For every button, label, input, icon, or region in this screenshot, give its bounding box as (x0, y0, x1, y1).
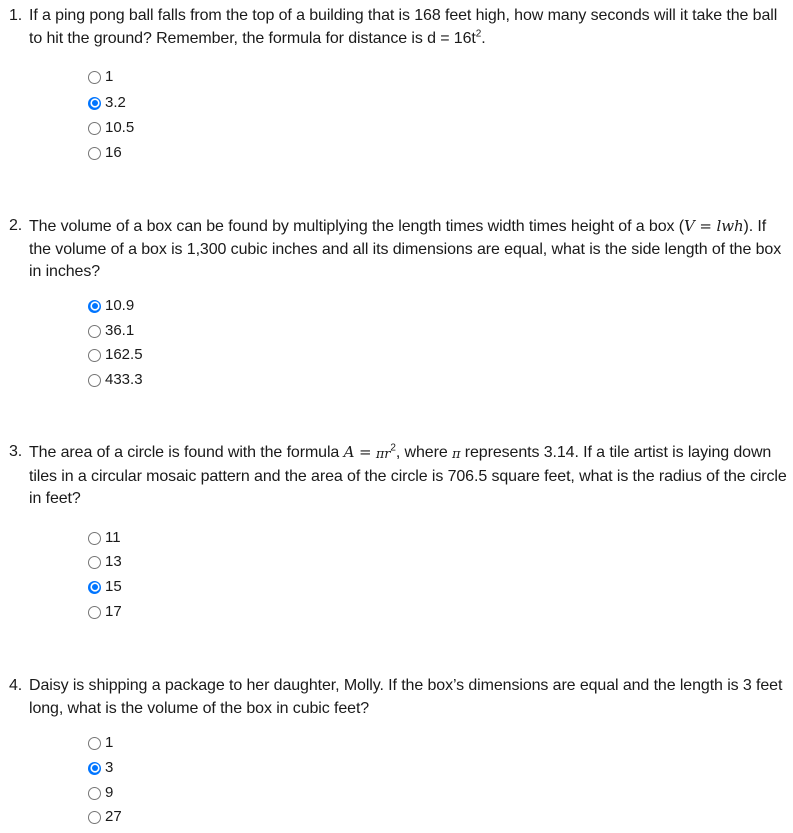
question-number: 4. (9, 677, 23, 694)
option-label: 13 (105, 553, 122, 570)
option-3-d[interactable] (88, 601, 122, 623)
question-2-text: 2. The volume of a box can be found by multiplying the length times width times height of a box (V = lwh). If the volume of a box is 1,300 cubic inches and all its dimensions are equal, what is the side length of the box in inches? (9, 217, 782, 280)
radio-button-selected[interactable] (88, 762, 101, 775)
volume-formula: V = lwh (683, 217, 744, 235)
option-label: 36.1 (105, 322, 135, 339)
option-1-b[interactable] (88, 92, 126, 114)
radio-button[interactable] (88, 325, 101, 338)
option-label: 1 (105, 734, 114, 751)
option-label: 9 (105, 784, 114, 801)
option-label: 11 (105, 529, 121, 546)
pi-symbol: π (451, 447, 461, 462)
radio-button-selected[interactable] (88, 300, 101, 313)
question-3-text: 3. The area of a circle is found with the formula $A = \pi r^2$, where π represents 3.14. If a tile artist is laying down tiles in a circular mosaic pattern and the area of the circle is 706.5 square feet, what is the radius of the circle in feet? (9, 442, 787, 507)
radio-button[interactable] (88, 374, 101, 387)
option-label: 433.3 (105, 371, 143, 388)
radio-button[interactable] (88, 532, 101, 545)
option-4-c[interactable] (88, 782, 113, 804)
option-1-a[interactable] (88, 66, 113, 88)
radio-button-selected[interactable] (88, 581, 101, 594)
question-number: 3. (9, 443, 23, 460)
option-4-d[interactable] (88, 806, 122, 828)
area-formula-lhs: A = (343, 443, 372, 461)
option-2-a[interactable] (88, 295, 134, 317)
option-3-b[interactable] (88, 551, 122, 573)
area-formula-rhs: πr (375, 447, 391, 462)
option-1-c[interactable] (88, 117, 134, 139)
radio-button-selected[interactable] (88, 97, 101, 110)
radio-button[interactable] (88, 787, 101, 800)
option-1-d[interactable] (88, 142, 122, 164)
radio-button[interactable] (88, 122, 101, 135)
option-label: 10.5 (105, 119, 135, 136)
option-4-b[interactable] (88, 757, 113, 779)
radio-button[interactable] (88, 556, 101, 569)
option-label: 162.5 (105, 346, 143, 363)
question-number: 2. (9, 217, 23, 234)
radio-button[interactable] (88, 737, 101, 750)
option-3-c[interactable] (88, 576, 122, 598)
option-label: 27 (105, 808, 122, 825)
option-4-a[interactable] (88, 732, 113, 754)
option-2-b[interactable] (88, 320, 134, 342)
question-number: 1. (9, 7, 23, 24)
option-label: 10.9 (105, 297, 135, 314)
option-label: 16 (105, 144, 122, 161)
question-1-text: 1. If a ping pong ball falls from the top of a building that is 168 feet high, how many seconds will it take the ball to hit the ground? Remember, the formula for distance is $d = 16t^2$. (9, 7, 778, 47)
question-1 (0, 5, 793, 50)
radio-button[interactable] (88, 606, 101, 619)
option-3-a[interactable] (88, 527, 121, 549)
question-4-text: 4. Daisy is shipping a package to her daughter, Molly. If the box’s dimensions are equal and the length is 3 feet long, what is the volume of the box in cubic feet? (9, 677, 783, 717)
radio-button[interactable] (88, 71, 101, 84)
option-label: 15 (105, 578, 122, 595)
option-label: 3.2 (105, 94, 126, 111)
radio-button[interactable] (88, 811, 101, 824)
option-label: 3 (105, 759, 114, 776)
option-label: 1 (105, 68, 114, 85)
question-3 (0, 441, 793, 511)
question-2 (0, 215, 793, 284)
question-4 (0, 675, 793, 720)
option-2-c[interactable] (88, 344, 143, 366)
option-label: 17 (105, 603, 122, 620)
option-2-d[interactable] (88, 369, 143, 391)
radio-button[interactable] (88, 349, 101, 362)
radio-button[interactable] (88, 147, 101, 160)
